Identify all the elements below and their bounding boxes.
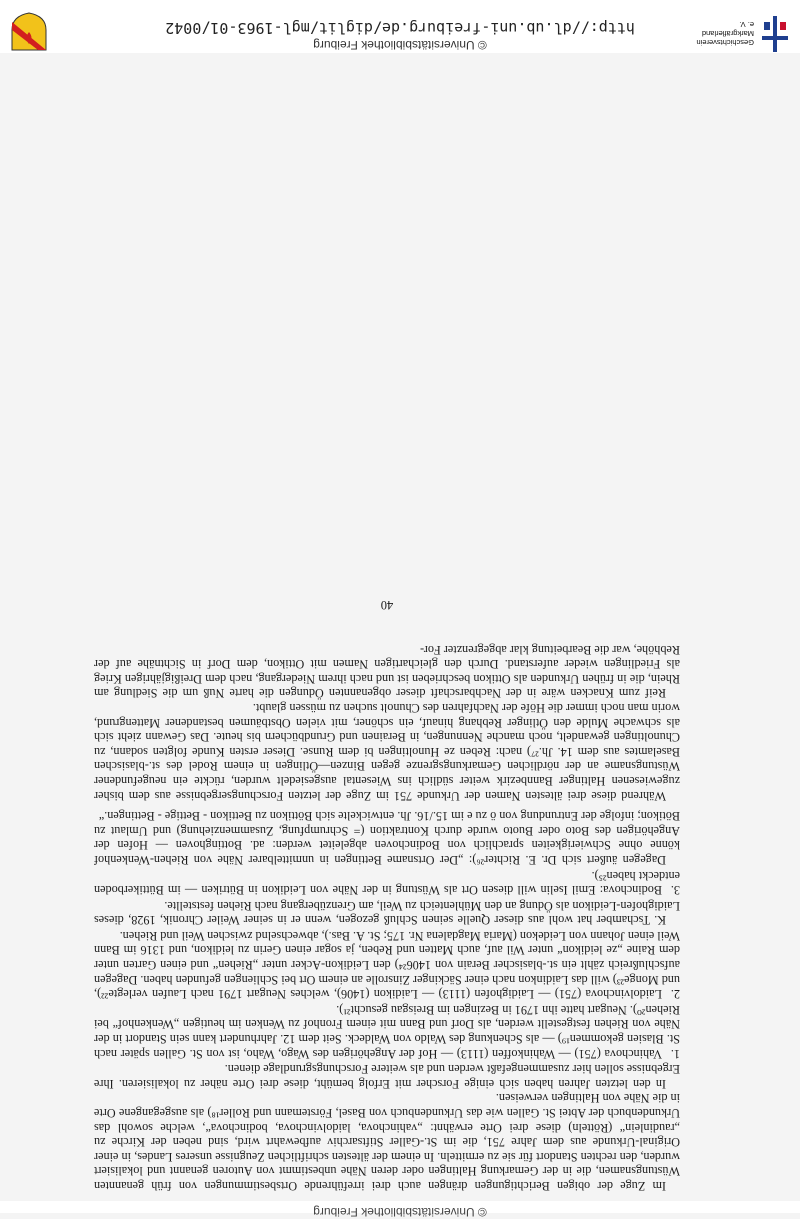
item-number: 1. bbox=[670, 1046, 680, 1061]
item-3-continuation bbox=[94, 809, 680, 867]
item-number: 3. bbox=[670, 883, 680, 898]
header-copyright-fragment: © Universitätsbibliothek Freiburg bbox=[313, 1205, 487, 1219]
coat-of-arms-icon bbox=[10, 12, 48, 52]
society-name: Geschichtsverein Markgräflerland e. V. bbox=[696, 20, 754, 47]
item-text: Vahinchova (751) — Wahinkoffen (1113) — Hof der Angehörigen des Wago, Waho, ist von St. Gallen später nach St. Blasien gekommen¹⁹) — als Schenkung des Waldo von Waldeck. Seit dem 12. Jahrhundert kann sein Standort in der Nähe von Riehen festgestellt werden, als Dorf und Bann mit einem Fronhof zu Wenken im heutigen „Wenkenhof“ bei Riehen²⁰). Neugart hatte ihn 1791 in Bezingen im Breisgau gesucht²¹). bbox=[94, 1002, 680, 1061]
page-number: 40 bbox=[380, 598, 394, 613]
closing-paragraph: Während diese drei ältesten Namen der Urkunde 751 im Zuge der letzten Forschungsergebnisse aus dem bisher zugewiesenen Haltinger Bannbezirk weiter südlich ins Wiesental ausgesiedelt wurden, rückte ein neugefundener Wüstungsname an der nördlichen Gemarkungsgrenze gegen Binzen—Ötlingen in einem Rodel des st.-blasischen Baselamtes aus dem 14. Jh.²⁷) nach: Reben ze Hunoltingen bi dem Runse. Dieser ersten Kunde folgten sodann, zu Chunoltingen gewandelt, noch manche Nennungen, in Berainen und Grundbüchern bis heute. Das Gewann zieht sich als schwache Mulde den Ötlinger Rebhang hinauf, ein schöner, mit vielen Obstbäumen bestandener Mattengrund, worin man noch immer die Höfe der Nachfahren des Chunolt suchen zu müssen glaubt. bbox=[94, 701, 680, 803]
item-text: Laidolvinchova (751) — Laidighofen (1113) — Laidikon (1406), welches Neugart 1791 nach Laufen verlegte²²), und Monge²³) will das Laidinkon nach einer Säckinger Zinsrolle an einem Ort bei Schliengen gefunden haben. Dagegen aufschlußreich zählt ein st.-blasischer Berain von 1406²⁴) den Leidikon-Acker unter „Riehen“ und einen Garten unter dem Raine „ze leidikon“ unter Wil auf, auch Matten und Reben, ja sogar einen Gerin zu leidikon, und 1316 im Bann Weil einen Johann von Leidekon (Maria Magdalena Nr. 175; St. A. Bas.), abwechselnd zwischen Weil und Riehen. bbox=[94, 928, 680, 1002]
document-page bbox=[94, 53, 680, 1193]
intro-paragraph-2: In den letzten Jahren haben sich einige Forscher mit Erfolg bemüht, diese drei Orte näher zu lokalisieren. Ihre Ergebnisse sollen hier zusammengefaßt werden und als weitere Forschungsgrundlage dienen. bbox=[94, 1062, 680, 1091]
item-2 bbox=[94, 928, 680, 1001]
item-text: K. Tschamber hat wohl aus dieser Quelle seinen Schluß gezogen, wenn er in seiner Weiler Chronik, 1928, dieses Laidighofen-Leidikon als Ödung an den Mühlenteich zu Weil, am Grenzübergang nach Riehen feststellte. bbox=[94, 898, 680, 928]
copyright-notice: © Universitätsbibliothek Freiburg bbox=[313, 38, 487, 52]
permalink-url[interactable]: http://dl.ub.uni-freiburg.de/diglit/mgl-1963-01/0042 bbox=[165, 19, 635, 37]
item-1 bbox=[94, 1002, 680, 1060]
item-text: Dagegen äußert sich Dr. E. Richter²⁶): „Der Ortsname Bettingen in unmittelbarer Nähe von Riehen-Wenkenhof könne ohne Schwierigkeiten sprachlich von Bodinchoven abgeleitet werden: ad. Bottinghoven — Hofen der Angehörigen des Boto oder Buoto wurde durch Kontraktion (= Schrumpfung, Zusammenziehung) und Umlaut zu Bötikon; infolge der Entrundung von ö zu e im 15./16. Jh. entwickelte sich Böttikon zu Bettikon - Bettige - Bettingen.“ bbox=[94, 809, 680, 867]
item-2-continuation bbox=[94, 898, 680, 927]
item-text: Bodinchova: Emil Iselin will diesen Ort als Wüstung in der Nähe von Leidikon in Bütriken — im Büttikerboden entdeckt haben²⁵). bbox=[94, 868, 680, 898]
item-number: 2. bbox=[670, 987, 680, 1002]
header-strip bbox=[0, 1201, 800, 1219]
intro-paragraph: Im Zuge der obigen Berichtigungen drängen auch drei irreführende Ortsbestimmungen von früh genannten Wüstungsnamen, die in der Gemarkung Haltingen oder deren Nähe unbestimmt von Autoren genannt und lokalisiert wurden, den rechten Standort für sie zu ermitteln. In einem der ältesten schriftlichen Zeugnisse unseres Landes, in einer Original-Urkunde aus dem Jahre 751, die im St.-Galler Stiftsarchiv aufbewahrt wird, sind neben der Kirche zu „raudinlein“ (Rötteln) diese drei Orte erwähnt: „vahinchova, laidolvinchova, bodinchova“, welche sowohl das Urkundenbuch der Abtei St. Gallen wie das Urkundenbuch von Basel, Förstemann und Roller¹⁸) als ausgegangene Orte in die Nähe von Haltingen verweisen. bbox=[94, 1091, 680, 1193]
closing-paragraph-2: Reif zum Knacken wäre in der Nachbarschaft dieser obgenannten Ödungen die harte Nuß um die Siedlung am Rhein, die in frühen Urkunden als Ottikon beschrieben ist und nach ihrem Niedergang, nach dem Dreißigjährigen Krieg als Friedlingen wieder auferstand. Durch den gleichartigen Namen mit Ottikon, dem Dorf in Sichtnähe auf der Rebhöhe, war die Bearbeitung klar abgegrenzter For- bbox=[94, 642, 680, 701]
footer-bar bbox=[0, 0, 800, 53]
item-3 bbox=[94, 868, 680, 897]
